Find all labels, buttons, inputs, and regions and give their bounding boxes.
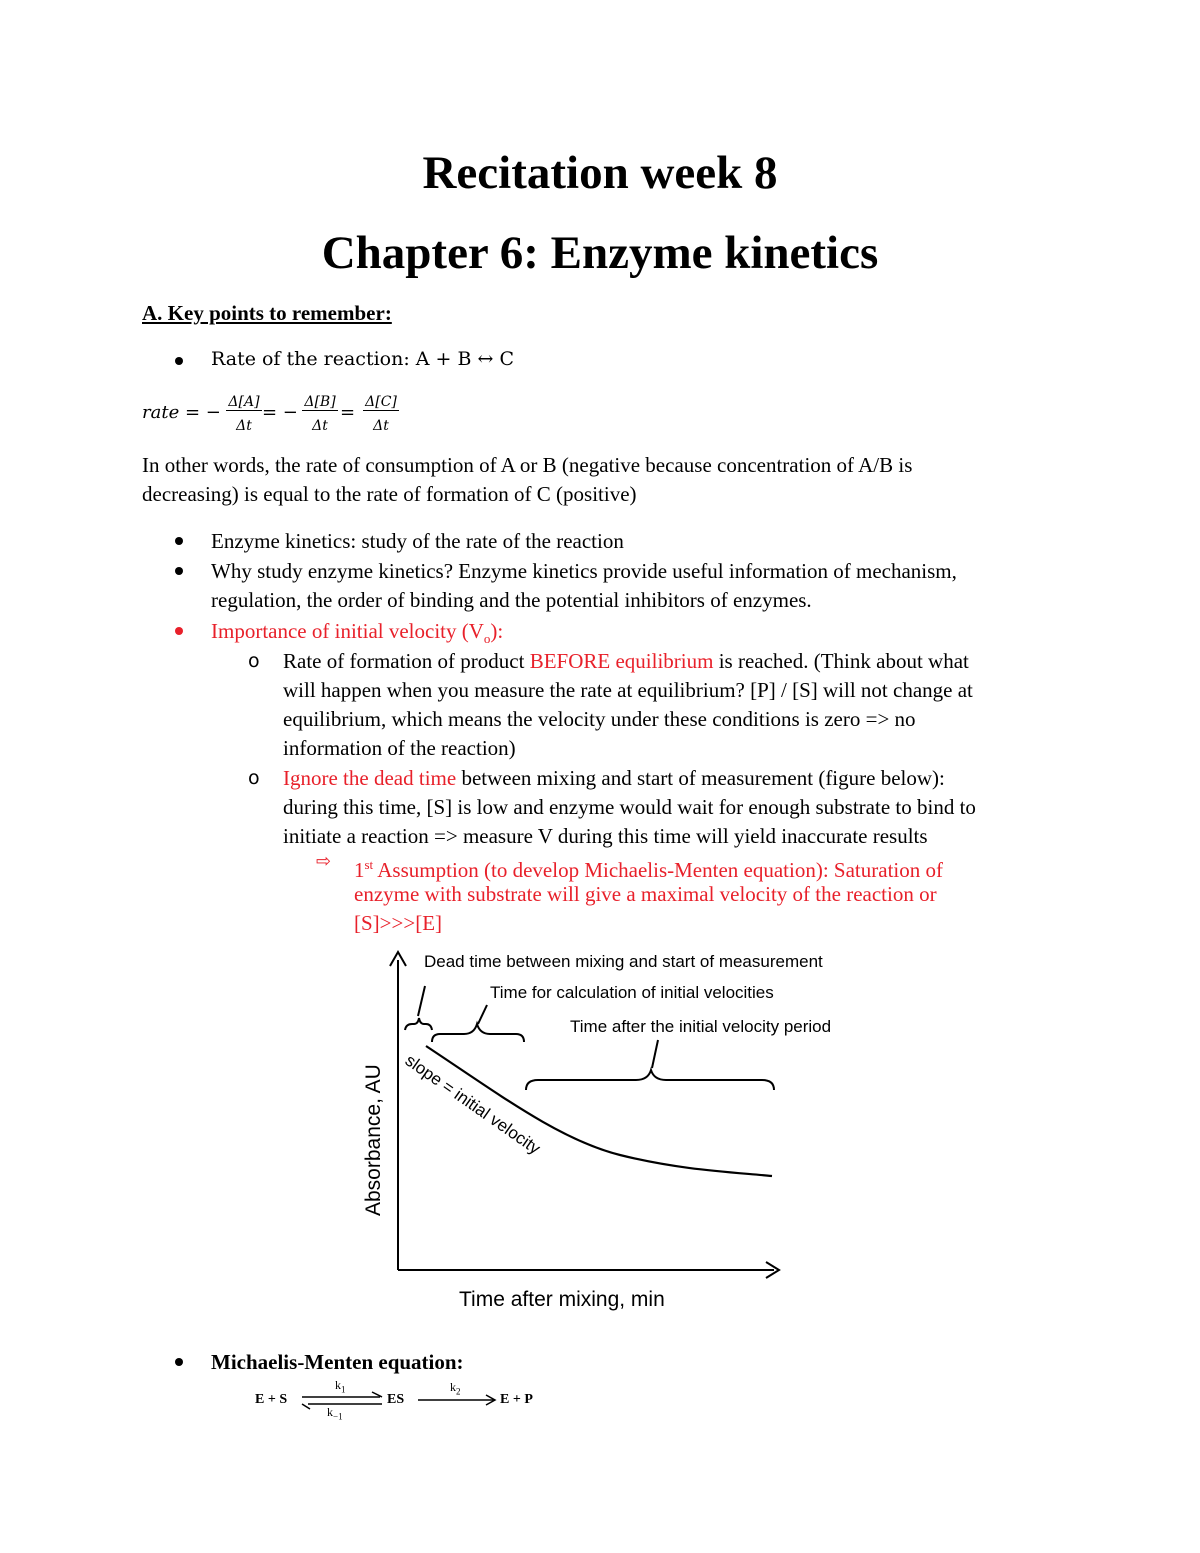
rate-of-reaction-text: Rate of the reaction: A + B ↔ C — [211, 348, 514, 370]
calc-time-label: Time for calculation of initial velocities — [490, 983, 774, 1002]
fraction-b-num: Δ[B] — [304, 394, 336, 410]
sub1-line2: will happen when you measure the rate at equilibrium? [P] / [S] will not change at — [283, 678, 973, 702]
sub1-line4: information of the reaction) — [283, 736, 516, 760]
calc-time-pointer — [478, 1005, 487, 1024]
rate-equation-lhs: rate = − — [142, 402, 221, 423]
after-time-pointer — [652, 1040, 658, 1068]
mm-k1-sub: 1 — [341, 1384, 346, 1395]
assumption-number: 1 — [354, 858, 365, 882]
x-axis-label: Time after mixing, min — [459, 1288, 665, 1311]
fraction-c-num: Δ[C] — [365, 394, 397, 410]
mm-km1-k: k — [327, 1405, 333, 1419]
y-axis-label: Absorbance, AU — [362, 1064, 385, 1216]
paragraph-line: decreasing) is equal to the rate of formation of C (positive) — [142, 482, 637, 506]
page-title: Recitation week 8 — [422, 147, 778, 199]
sub2-line3: initiate a reaction => measure V during this time will yield inaccurate results — [283, 824, 928, 848]
slope-label: slope = initial velocity — [401, 1050, 544, 1159]
bullet-dot — [175, 1358, 183, 1366]
mm-equilibrium-arrows — [300, 1390, 390, 1412]
arrow-icon: ⇨ — [316, 851, 332, 872]
assumption-sup: st — [364, 857, 374, 872]
sub1-text-a: Rate of formation of product — [283, 649, 530, 673]
dead-time-brace — [405, 1018, 432, 1030]
fraction-a-den: Δt — [226, 410, 262, 434]
mm-reactants: E + S — [255, 1392, 288, 1407]
mm-k2-sub: 2 — [456, 1386, 461, 1397]
after-time-label: Time after the initial velocity period — [570, 1017, 832, 1036]
paragraph-line: In other words, the rate of consumption of A or B (negative because concentration of A/B is — [142, 453, 913, 477]
mm-heading: Michaelis-Menten equation: — [211, 1350, 464, 1374]
importance-end: ): — [490, 619, 504, 643]
bullet-enzyme-kinetics: Enzyme kinetics: study of the rate of the reaction — [211, 529, 624, 553]
fraction-a-num: Δ[A] — [228, 394, 260, 410]
mm-k1-k: k — [335, 1378, 341, 1392]
rate-equation-mid2: = — [340, 402, 356, 423]
bullet-why-study-line2: regulation, the order of binding and the potential inhibitors of enzymes. — [211, 588, 812, 612]
sub1-red-text: BEFORE equilibrium — [529, 649, 714, 673]
importance-sub: o — [483, 631, 491, 647]
mm-k2-k: k — [450, 1380, 456, 1394]
section-heading: A. Key points to remember: — [142, 301, 392, 325]
sub2-text-b: between mixing and start of measurement (figure below): — [456, 766, 945, 790]
sub-bullet-marker: o — [248, 767, 260, 789]
importance-text: Importance of initial velocity (V — [211, 619, 484, 643]
sub1-text-b: is reached. (Think about what — [713, 649, 969, 673]
fraction-c-den: Δt — [363, 410, 399, 434]
mm-km1-sub: −1 — [333, 1411, 343, 1422]
mm-forward-arrow — [418, 1393, 498, 1407]
sub1-line3: equilibrium, which means the velocity under these conditions is zero => no — [283, 707, 916, 731]
bullet-why-study-line1: Why study enzyme kinetics? Enzyme kinetics provide useful information of mechanism, — [211, 559, 957, 583]
rate-equation-mid1: = − — [262, 402, 298, 423]
fraction-b-den: Δt — [302, 410, 338, 434]
sub2-line2: during this time, [S] is low and enzyme would wait for enough substrate to bind to — [283, 795, 976, 819]
dead-time-label: Dead time between mixing and start of measurement — [424, 952, 823, 971]
mm-products: E + P — [500, 1392, 533, 1407]
chapter-title: Chapter 6: Enzyme kinetics — [321, 227, 879, 279]
after-period-brace — [526, 1070, 774, 1090]
assumption-text: Assumption (to develop Michaelis-Menten equation): Saturation of — [373, 858, 943, 882]
assumption-line2: enzyme with substrate will give a maximal velocity of the reaction or — [354, 882, 937, 906]
mm-complex: ES — [387, 1392, 405, 1407]
dead-time-pointer — [418, 986, 425, 1016]
sub-bullet-marker: o — [248, 650, 260, 672]
initial-velocity-brace — [432, 1024, 524, 1042]
assumption-line3: [S]>>>[E] — [354, 911, 443, 935]
sub2-red-text: Ignore the dead time — [283, 766, 457, 790]
